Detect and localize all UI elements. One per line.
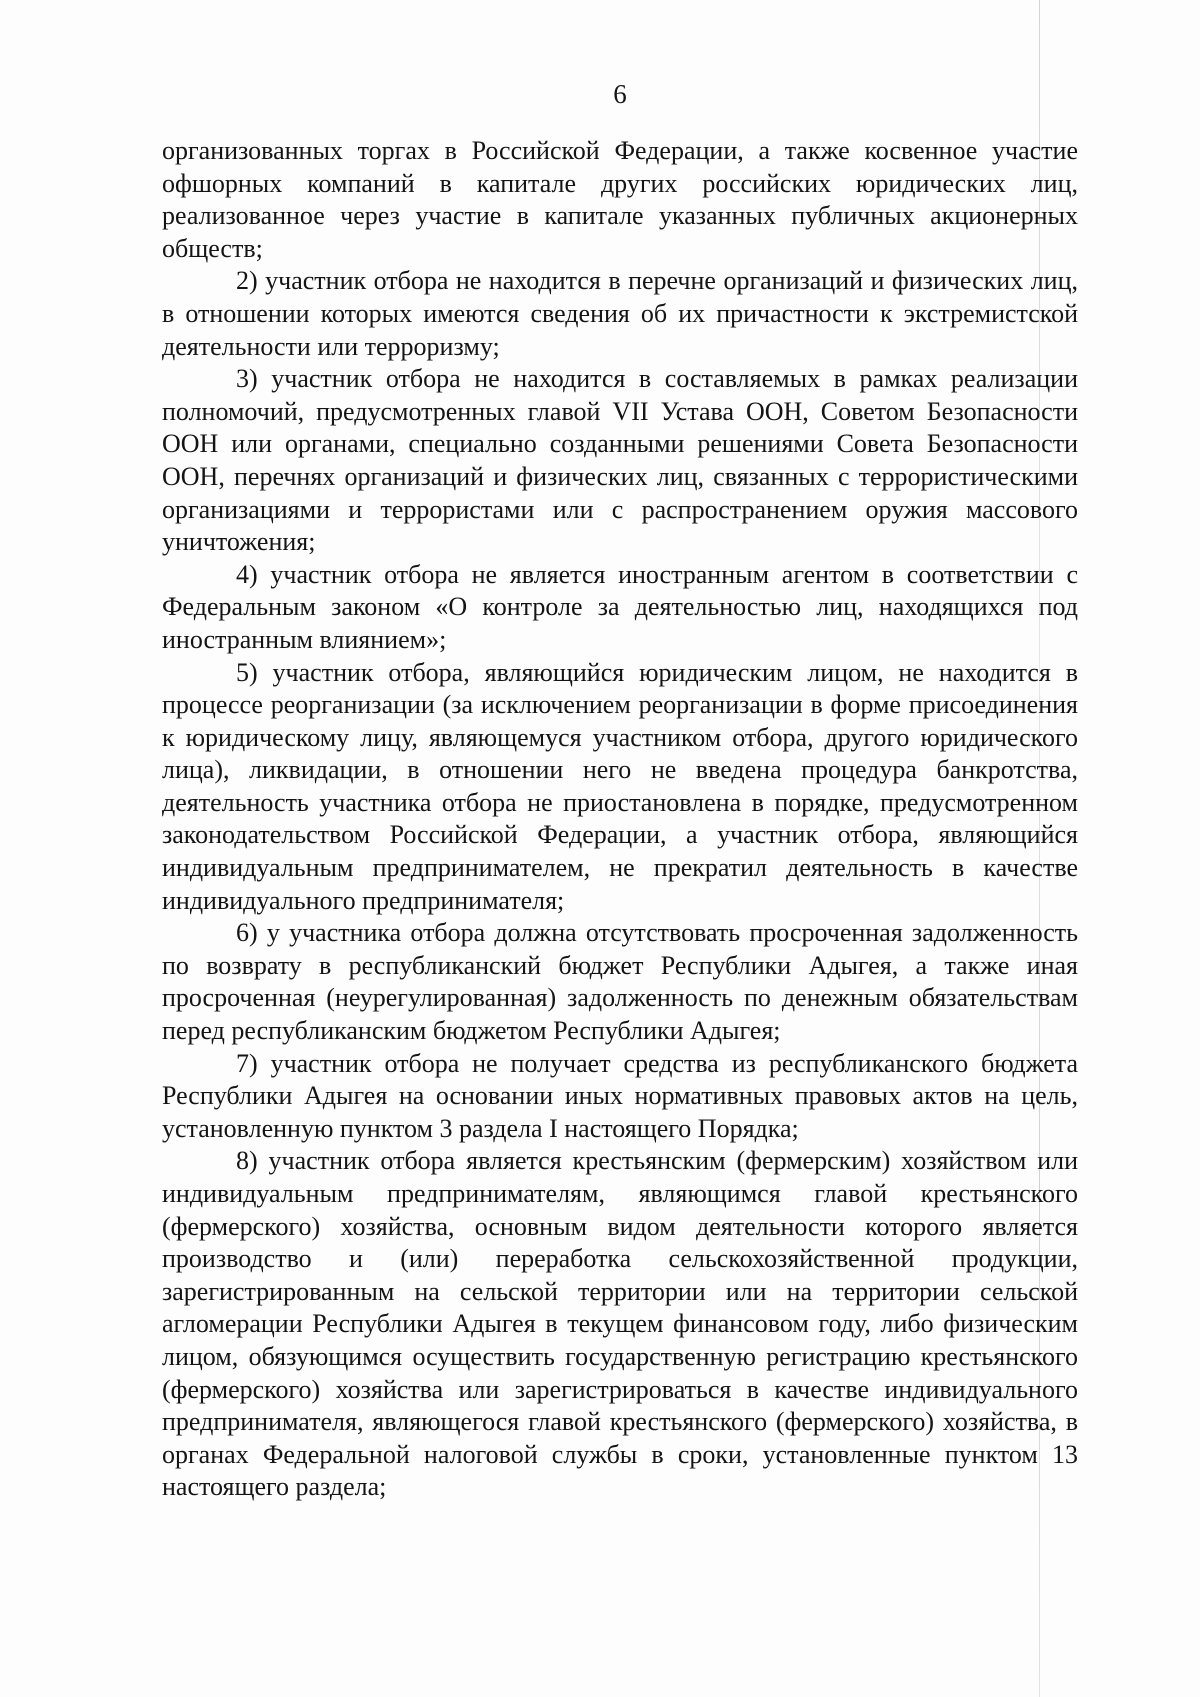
paragraph-continuation: организованных торгах в Российской Федерации, а также косвенное участие офшорных компаний в капитале других российских юридических лиц, реализованное через участие в капитале указанных публичных акционерных обществ; bbox=[162, 136, 1078, 263]
paragraph-item-5: 5) участник отбора, являющийся юридическим лицом, не находится в процессе реорганизации (за исключением реорганизации в форме присоединения к юридическому лицу, являющемуся участником отбора, другого юридического лица), ликвидации, в отношении него не введена процедура банкротства, деятельность участника отбора не приостановлена в порядке, предусмотренном законодательством Российской Федерации, а участник отбора, являющийся индивидуальным предпринимателем, не прекратил деятельность в качестве индивидуального предпринимателя; bbox=[162, 657, 1078, 915]
paragraph-item-4: 4) участник отбора не является иностранным агентом в соответствии с Федеральным законом «О контроле за деятельностью лиц, находящихся под иностранным влиянием»; bbox=[162, 559, 1078, 654]
page-number: 6 bbox=[613, 79, 627, 109]
document-body bbox=[162, 135, 1078, 1504]
paragraph-item-6: 6) у участника отбора должна отсутствовать просроченная задолженность по возврату в республиканский бюджет Республики Адыгея, а также иная просроченная (неурегулированная) задолженность по денежным обязательствам перед республиканским бюджетом Республики Адыгея; bbox=[162, 918, 1078, 1046]
paragraph-item-3: 3) участник отбора не находится в составляемых в рамках реализации полномочий, предусмотренных главой VII Устава ООН, Советом Безопасности ООН или органами, специально созданными решениями Совета Безопасности ООН, перечнях организаций и физических лиц, связанных с террористическими организациями и террористами или с распространением оружия массового уничтожения; bbox=[162, 364, 1078, 557]
paragraph-item-8: 8) участник отбора является крестьянским (фермерским) хозяйством или индивидуальным предпринимателям, являющимся главой крестьянского (фермерского) хозяйства, основным видом деятельности которого является производство и (или) переработка сельскохозяйственной продукции, зарегистрированным на сельской территории или на территории сельской агломерации Республики Адыгея в текущем финансовом году, либо физическим лицом, обязующимся осуществить государственную регистрацию крестьянского (фермерского) хозяйства или зарегистрироваться в качестве индивидуального предпринимателя, являющегося главой крестьянского (фермерского) хозяйства, в органах Федеральной налоговой службы в сроки, установленные пунктом 13 настоящего раздела; bbox=[162, 1146, 1078, 1502]
paragraph-item-2: 2) участник отбора не находится в перечне организаций и физических лиц, в отношении которых имеются сведения об их причастности к экстремистской деятельности или терроризму; bbox=[162, 266, 1078, 361]
paragraph-item-7: 7) участник отбора не получает средства из республиканского бюджета Республики Адыгея на основании иных нормативных правовых актов на цель, установленную пунктом 3 раздела I настоящего Порядка; bbox=[162, 1048, 1078, 1143]
